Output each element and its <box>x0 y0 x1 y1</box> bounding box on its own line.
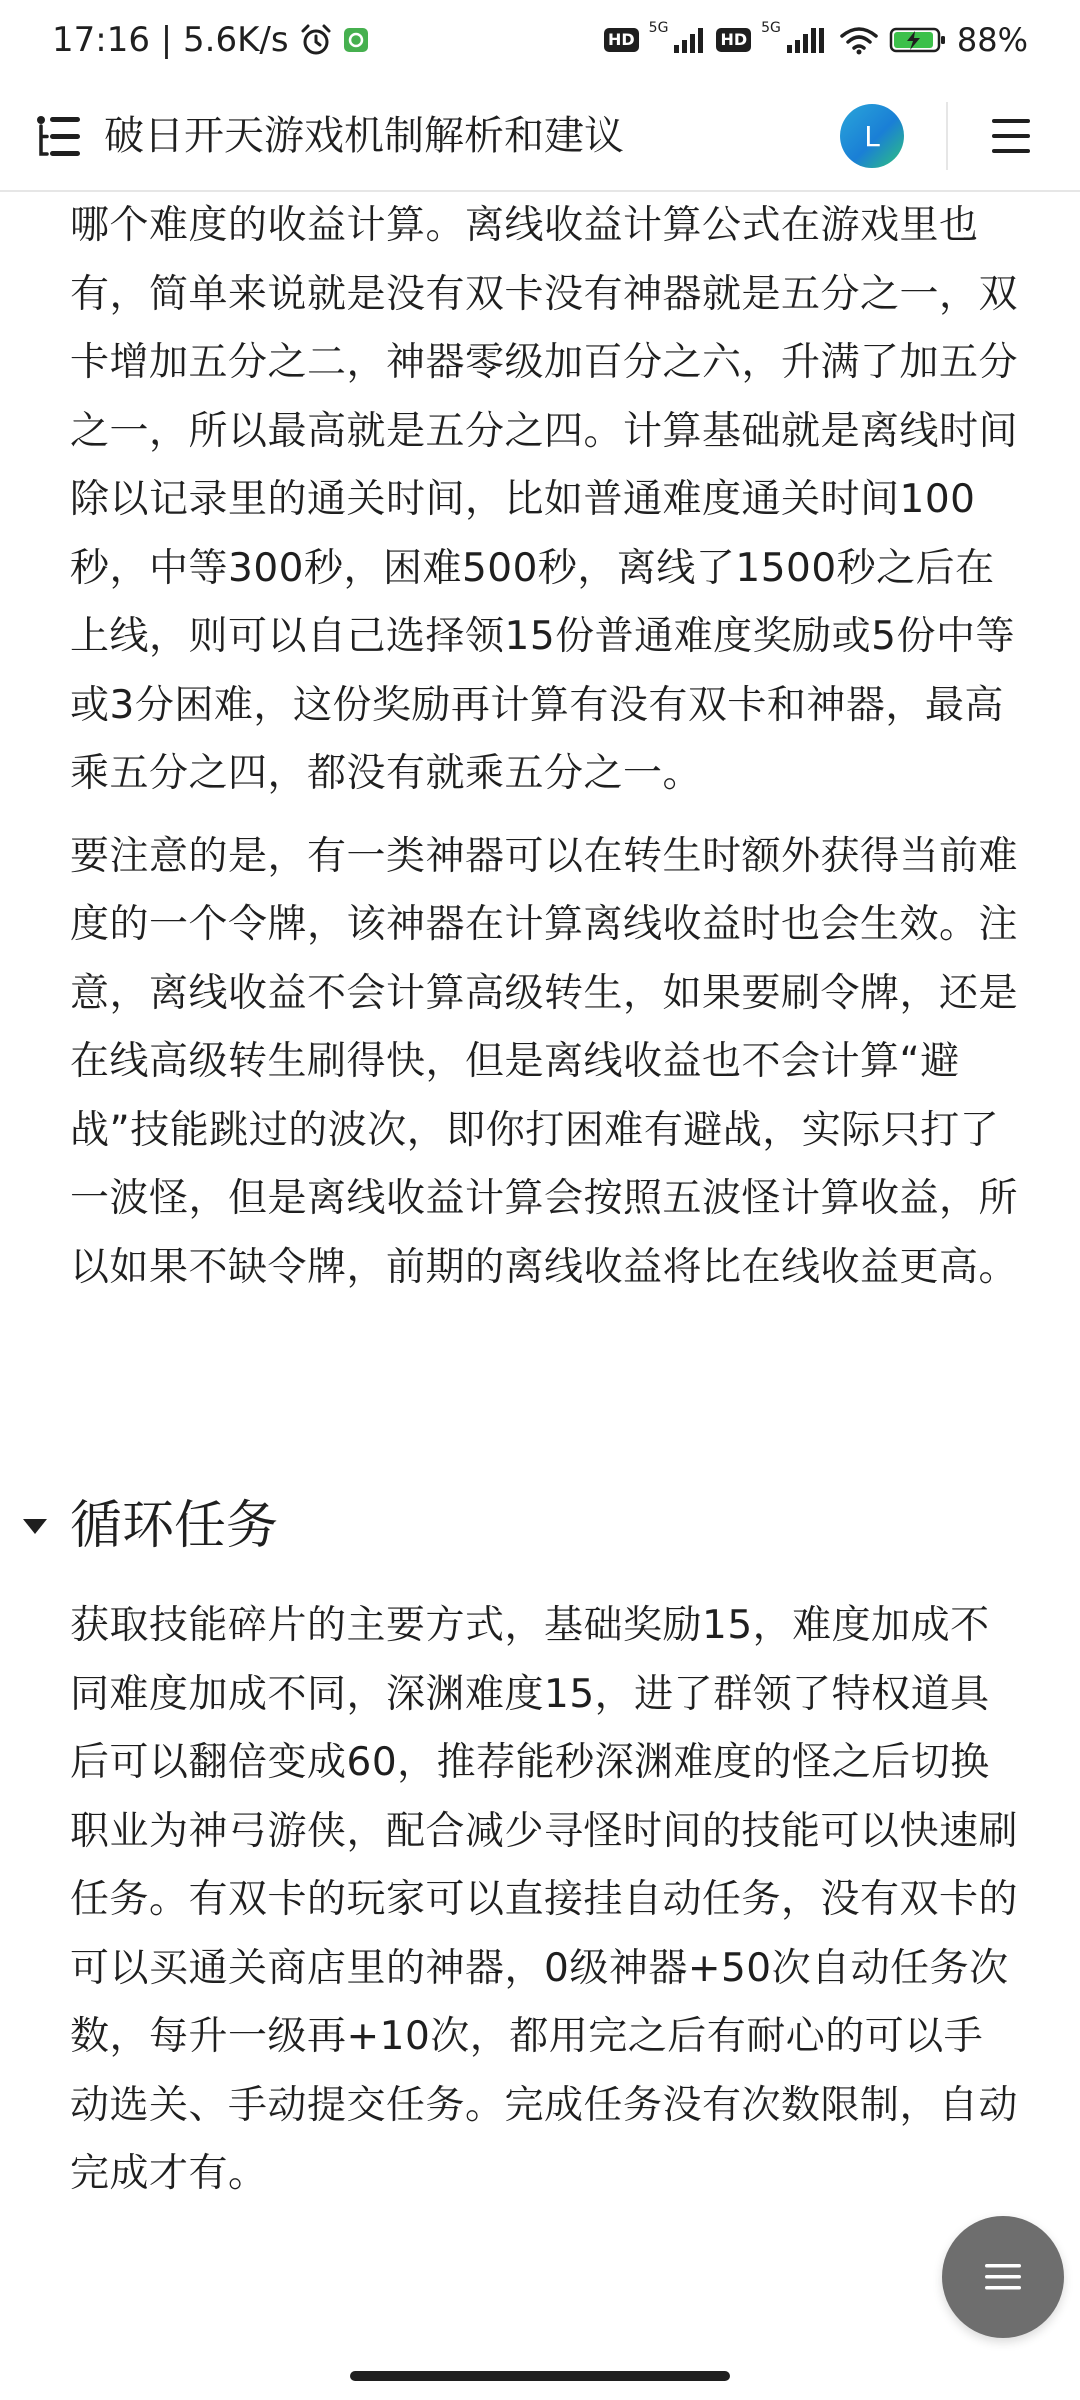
paragraph-offline-calc: 哪个难度的收益计算。离线收益计算公式在游戏里也有，简单来说就是没有双卡没有神器就是五分之一，双卡增加五分之二，神器零级加百分之六，升满了加五分之一，所以最高就是五分之四。计算基础就是离线时间除以记录里的通关时间，比如普通难度通关时间100秒，中等300秒，困难500秒，离线了1500秒之后在上线，则可以自己选择领15份普通难度奖励或5份中等或3分困难，这份奖励再计算有没有双卡和神器，最高乘五分之四，都没有就乘五分之一。 <box>70 203 1019 796</box>
battery-percentage: 88% <box>956 21 1028 59</box>
network-type-label: 5G <box>648 20 669 36</box>
home-indicator[interactable] <box>350 2371 730 2381</box>
status-right <box>604 21 1028 59</box>
document-content <box>70 192 1020 1302</box>
signal-icon <box>672 25 706 55</box>
alarm-icon <box>299 23 333 57</box>
section-title: 循环任务 <box>70 1496 279 1556</box>
status-time-speed: 17:16 | 5.6K/s <box>52 20 289 60</box>
menu-lines-icon <box>983 2260 1023 2294</box>
battery-icon <box>889 25 947 55</box>
outline-icon[interactable] <box>36 114 82 160</box>
status-bar <box>0 0 1080 80</box>
collapse-caret-icon[interactable] <box>22 1516 48 1536</box>
floating-menu-button[interactable] <box>942 2216 1064 2338</box>
document-header <box>0 80 1080 192</box>
wifi-icon <box>839 25 879 55</box>
hd-badge: HD <box>604 28 639 52</box>
app-notification-icon <box>343 27 369 53</box>
section-content <box>70 1592 1020 2209</box>
network-type-label-2: 5G <box>761 20 781 36</box>
section-heading-loop-tasks[interactable] <box>22 1490 278 1562</box>
hd-badge-2: HD <box>716 28 751 52</box>
avatar-letter: L <box>864 119 880 153</box>
paragraph-offline-notes: 要注意的是，有一类神器可以在转生时额外获得当前难度的一个令牌，该神器在计算离线收益时也会生效。注意，离线收益不会计算高级转生，如果要刷令牌，还是在线高级转生刷得快，但是离线收益也不会计算“避战”技能跳过的波次，即你打困难有避战，实际只打了一波怪，但是离线收益计算会按照五波怪计算收益，所以如果不缺令牌，前期的离线收益将比在线收益更高。 <box>70 833 1019 1290</box>
header-divider <box>946 102 948 170</box>
paragraph-loop-tasks: 获取技能碎片的主要方式，基础奖励15，难度加成不同难度加成不同，深渊难度15，进了群领了特权道具后可以翻倍变成60，推荐能秒深渊难度的怪之后切换职业为神弓游侠，配合减少寻怪时间的技能可以快速刷任务。有双卡的玩家可以直接挂自动任务，没有双卡的可以买通关商店里的神器，0级神器+50次自动任务次数，每升一级再+10次，都用完之后有耐心的可以手动选关、手动提交任务。完成任务没有次数限制，自动完成才有。 <box>70 1603 1019 2196</box>
signal-icon-2 <box>785 25 829 55</box>
status-left <box>52 20 369 60</box>
document-title: 破日开天游戏机制解析和建议 <box>104 113 624 159</box>
avatar[interactable] <box>840 104 904 168</box>
menu-icon[interactable] <box>990 114 1032 158</box>
